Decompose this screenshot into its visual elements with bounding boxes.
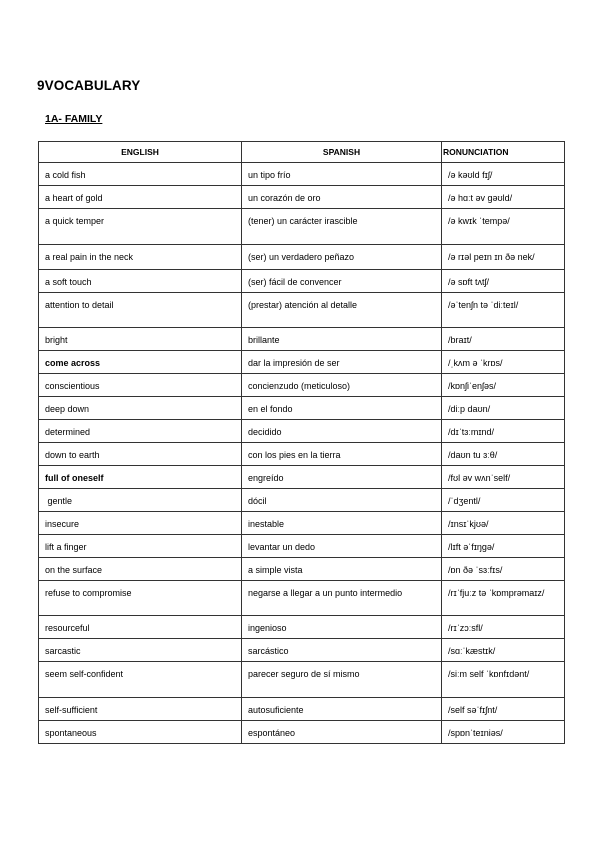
english-cell: on the surface [39,558,242,581]
spanish-cell: (tener) un carácter irascible [242,209,442,245]
english-cell: deep down [39,397,242,420]
spanish-cell: decidido [242,420,442,443]
spanish-cell: dócil [242,489,442,512]
pronunciation-cell: /spɒnˈteɪniəs/ [442,721,565,744]
table-row [39,374,565,397]
pronunciation-cell: /əˈtenʃn tə ˈdiːteɪl/ [442,293,565,328]
section-heading: 1A- FAMILY [45,113,103,125]
pronunciation-cell: /ɒn ðə ˈsɜːfɪs/ [442,558,565,581]
pronunciation-cell: /ˈdʒentl/ [442,489,565,512]
english-cell: refuse to compromise [39,581,242,616]
pronunciation-cell: /braɪt/ [442,328,565,351]
pronunciation-cell: /kɒnʃiˈenʃəs/ [442,374,565,397]
table-row [39,489,565,512]
spanish-cell: brillante [242,328,442,351]
spanish-cell: levantar un dedo [242,535,442,558]
spanish-cell: en el fondo [242,397,442,420]
spanish-cell: inestable [242,512,442,535]
english-cell: resourceful [39,616,242,639]
pronunciation-cell: /ə hɑːt əv gəʊld/ [442,186,565,209]
page-title: 9VOCABULARY [37,78,141,93]
pronunciation-cell: /rɪˈzɔːsfl/ [442,616,565,639]
pronunciation-cell: /siːm self ˈkɒnfɪdənt/ [442,662,565,698]
pronunciation-cell: /ə kəʊld fɪʃ/ [442,163,565,186]
pronunciation-cell: /self səˈfɪʃnt/ [442,698,565,721]
table-row [39,721,565,744]
spanish-cell: (ser) fácil de convencer [242,270,442,293]
spanish-cell: concienzudo (meticuloso) [242,374,442,397]
spanish-cell: engreído [242,466,442,489]
pronunciation-cell: /dɪˈtɜːmɪnd/ [442,420,565,443]
pronunciation-cell: /rɪˈfjuːz tə ˈkɒmprəmaɪz/ [442,581,565,616]
pronunciation-cell: /lɪft əˈfɪŋgə/ [442,535,565,558]
table-row [39,186,565,209]
table-row [39,639,565,662]
spanish-cell: ingenioso [242,616,442,639]
english-cell: down to earth [39,443,242,466]
table-row [39,245,565,270]
table-row [39,328,565,351]
english-cell: self-sufficient [39,698,242,721]
english-cell: spontaneous [39,721,242,744]
table-row [39,558,565,581]
english-cell: come across [39,351,242,374]
english-cell: determined [39,420,242,443]
table-row [39,420,565,443]
pronunciation-cell: /ə rɪəl peɪn ɪn ðə nek/ [442,245,565,270]
spanish-cell: (prestar) atención al detalle [242,293,442,328]
header-pronunciation: RONUNCIATION [442,142,565,163]
spanish-cell: autosuficiente [242,698,442,721]
pronunciation-cell: /ə kwɪk ˈtempə/ [442,209,565,245]
spanish-cell: sarcástico [242,639,442,662]
table-header-row [39,142,565,163]
pronunciation-cell: /fʊl əv wʌnˈself/ [442,466,565,489]
pronunciation-cell: /ɪnsɪˈkjʊə/ [442,512,565,535]
english-cell: seem self-confident [39,662,242,698]
pronunciation-cell: /diːp daʊn/ [442,397,565,420]
pronunciation-cell: /sɑːˈkæstɪk/ [442,639,565,662]
table-row [39,351,565,374]
english-cell: full of oneself [39,466,242,489]
table-row [39,293,565,328]
english-cell: attention to detail [39,293,242,328]
table-row [39,466,565,489]
table-row [39,443,565,466]
table-row [39,662,565,698]
pronunciation-cell: /daʊn tu ɜːθ/ [442,443,565,466]
spanish-cell: con los pies en la tierra [242,443,442,466]
english-cell: lift a finger [39,535,242,558]
english-cell: a quick temper [39,209,242,245]
spanish-cell: a simple vista [242,558,442,581]
table-row [39,270,565,293]
spanish-cell: un corazón de oro [242,186,442,209]
english-cell: sarcastic [39,639,242,662]
english-cell: a heart of gold [39,186,242,209]
vocabulary-table [38,141,565,744]
english-cell: a soft touch [39,270,242,293]
table-row [39,209,565,245]
header-english: ENGLISH [39,142,242,163]
pronunciation-cell: /ˌkʌm ə ˈkrɒs/ [442,351,565,374]
spanish-cell: un tipo frío [242,163,442,186]
english-cell: a cold fish [39,163,242,186]
english-cell: insecure [39,512,242,535]
english-cell: bright [39,328,242,351]
english-cell: conscientious [39,374,242,397]
spanish-cell: (ser) un verdadero peñazo [242,245,442,270]
english-cell: gentle [39,489,242,512]
header-spanish: SPANISH [242,142,442,163]
table-row [39,581,565,616]
table-row [39,535,565,558]
table-row [39,163,565,186]
spanish-cell: negarse a llegar a un punto intermedio [242,581,442,616]
spanish-cell: espontáneo [242,721,442,744]
table-row [39,698,565,721]
table-row [39,512,565,535]
pronunciation-cell: /ə sɒft tʌtʃ/ [442,270,565,293]
english-cell: a real pain in the neck [39,245,242,270]
table-row [39,616,565,639]
table-row [39,397,565,420]
spanish-cell: parecer seguro de sí mismo [242,662,442,698]
spanish-cell: dar la impresión de ser [242,351,442,374]
